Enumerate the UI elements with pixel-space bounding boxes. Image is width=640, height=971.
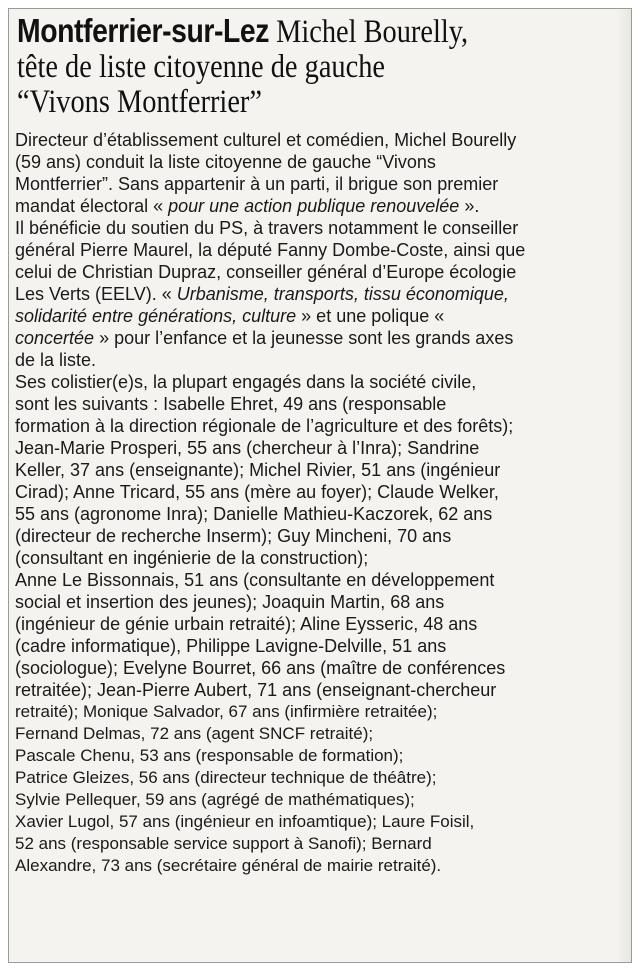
body-line-text: 55 ans (agronome Inra); Danielle Mathieu-Kaczorek, 62 ans: [15, 504, 493, 524]
body-line-text: Fernand Delmas, 72 ans (agent SNCF retraité);: [15, 724, 374, 743]
body-line-text: mandat électoral «: [15, 196, 169, 216]
body-line-text: retraité); Monique Salvador, 67 ans (infirmière retraitée);: [15, 702, 438, 721]
body-line-text: général Pierre Maurel, la député Fanny Dombe-Coste, ainsi que: [15, 240, 526, 260]
body-line-text: Pascale Chenu, 53 ans (responsable de formation);: [15, 746, 404, 765]
body-line: [15, 283, 627, 305]
body-line: [15, 371, 627, 393]
body-line: [15, 745, 627, 767]
body-line-text: (consultant en ingénierie de la construction);: [15, 548, 369, 568]
body-line: [15, 833, 627, 855]
page-edge-shadow: [617, 9, 631, 963]
body-line: [15, 173, 627, 195]
body-line-text: Jean-Marie Prosperi, 55 ans (chercheur à l’Inra); Sandrine: [15, 438, 480, 458]
body-line-text: » pour l’enfance et la jeunesse sont les grands axes: [94, 328, 514, 348]
body-line: [15, 591, 627, 613]
headline-kicker: Montferrier-sur-Lez: [17, 12, 270, 49]
body-line: [15, 503, 627, 525]
body-line: [15, 789, 627, 811]
body-line: [15, 393, 627, 415]
body-line-text: (cadre informatique), Philippe Lavigne-Delville, 51 ans: [15, 636, 447, 656]
body-line: [15, 547, 627, 569]
body-line: [15, 855, 627, 877]
headline-line-1: [17, 13, 540, 50]
body-line-text: celui de Christian Dupraz, conseiller général d’Europe écologie: [15, 262, 517, 282]
body-line: [15, 195, 627, 217]
headline-line-3: “Vivons Montferrier”: [17, 84, 262, 120]
body-line-text: social et insertion des jeunes); Joaquin Martin, 68 ans: [15, 592, 445, 612]
body-line-text: (directeur de recherche Inserm); Guy Mincheni, 70 ans: [15, 526, 452, 546]
body-line-text: Il bénéficie du soutien du PS, à travers notamment le conseiller: [15, 218, 519, 238]
body-line: [15, 767, 627, 789]
body-line: [15, 305, 627, 327]
body-line: [15, 261, 627, 283]
body-line-text: sont les suivants : Isabelle Ehret, 49 ans (responsable: [15, 394, 447, 414]
headline-line-2: tête de liste citoyenne de gauche: [17, 49, 385, 85]
body-line-text: 52 ans (responsable service support à Sanofi); Bernard: [15, 834, 432, 853]
body-line-quote: pour une action publique renouvelée: [168, 196, 460, 216]
body-line: [15, 613, 627, 635]
body-line: [15, 327, 627, 349]
body-line-text: Alexandre, 73 ans (secrétaire général de mairie retraité).: [15, 856, 442, 875]
body-line-text: Ses colistier(e)s, la plupart engagés dans la société civile,: [15, 372, 477, 392]
headline-title-start: Michel Bourelly,: [269, 14, 469, 50]
article-headline: [17, 13, 540, 120]
body-line: [15, 657, 627, 679]
body-line: [15, 723, 627, 745]
newspaper-clipping: [8, 8, 632, 963]
body-line-text: Cirad); Anne Tricard, 55 ans (mère au foyer); Claude Welker,: [15, 482, 499, 502]
body-line-text: Sylvie Pellequer, 59 ans (agrégé de mathématiques);: [15, 790, 415, 809]
body-line: [15, 679, 627, 701]
body-line-text: Montferrier”. Sans appartenir à un parti, il brigue son premier: [15, 174, 499, 194]
body-line-quote: solidarité entre générations, culture: [15, 306, 297, 326]
body-line: [15, 129, 627, 151]
body-line-quote: Urbanisme, transports, tissu économique,: [176, 284, 509, 304]
body-line: [15, 349, 627, 371]
body-line-text: formation à la direction régionale de l’agriculture et des forêts);: [15, 416, 514, 436]
body-line-text: (ingénieur de génie urbain retraité); Aline Eysseric, 48 ans: [15, 614, 478, 634]
body-line-text: Keller, 37 ans (enseignante); Michel Rivier, 51 ans (ingénieur: [15, 460, 501, 480]
body-line: [15, 459, 627, 481]
body-line-text: de la liste.: [15, 350, 97, 370]
body-line: [15, 635, 627, 657]
body-line: [15, 151, 627, 173]
body-line-text: Patrice Gleizes, 56 ans (directeur technique de théâtre);: [15, 768, 437, 787]
body-line: [15, 481, 627, 503]
body-line-text: (59 ans) conduit la liste citoyenne de gauche “Vivons: [15, 152, 436, 172]
body-line: [15, 415, 627, 437]
body-line: [15, 217, 627, 239]
body-line: [15, 525, 627, 547]
body-line: [15, 811, 627, 833]
body-line-text: Directeur d’établissement culturel et comédien, Michel Bourelly: [15, 130, 517, 150]
article-body: [15, 129, 627, 877]
body-line-text: Anne Le Bissonnais, 51 ans (consultante en développement: [15, 570, 495, 590]
body-line-text: (sociologue); Evelyne Bourret, 66 ans (maître de conférences: [15, 658, 506, 678]
body-line-text: Xavier Lugol, 57 ans (ingénieur en infoamtique); Laure Foisil,: [15, 812, 475, 831]
body-line: [15, 569, 627, 591]
body-line-text: » et une polique «: [296, 306, 445, 326]
body-line: [15, 239, 627, 261]
body-line: [15, 701, 627, 723]
body-line-text: Les Verts (EELV). «: [15, 284, 177, 304]
body-line: [15, 437, 627, 459]
body-line-text: ».: [459, 196, 480, 216]
body-line-text: retraitée); Jean-Pierre Aubert, 71 ans (enseignant-chercheur: [15, 680, 497, 700]
body-line-quote: concertée: [15, 328, 95, 348]
